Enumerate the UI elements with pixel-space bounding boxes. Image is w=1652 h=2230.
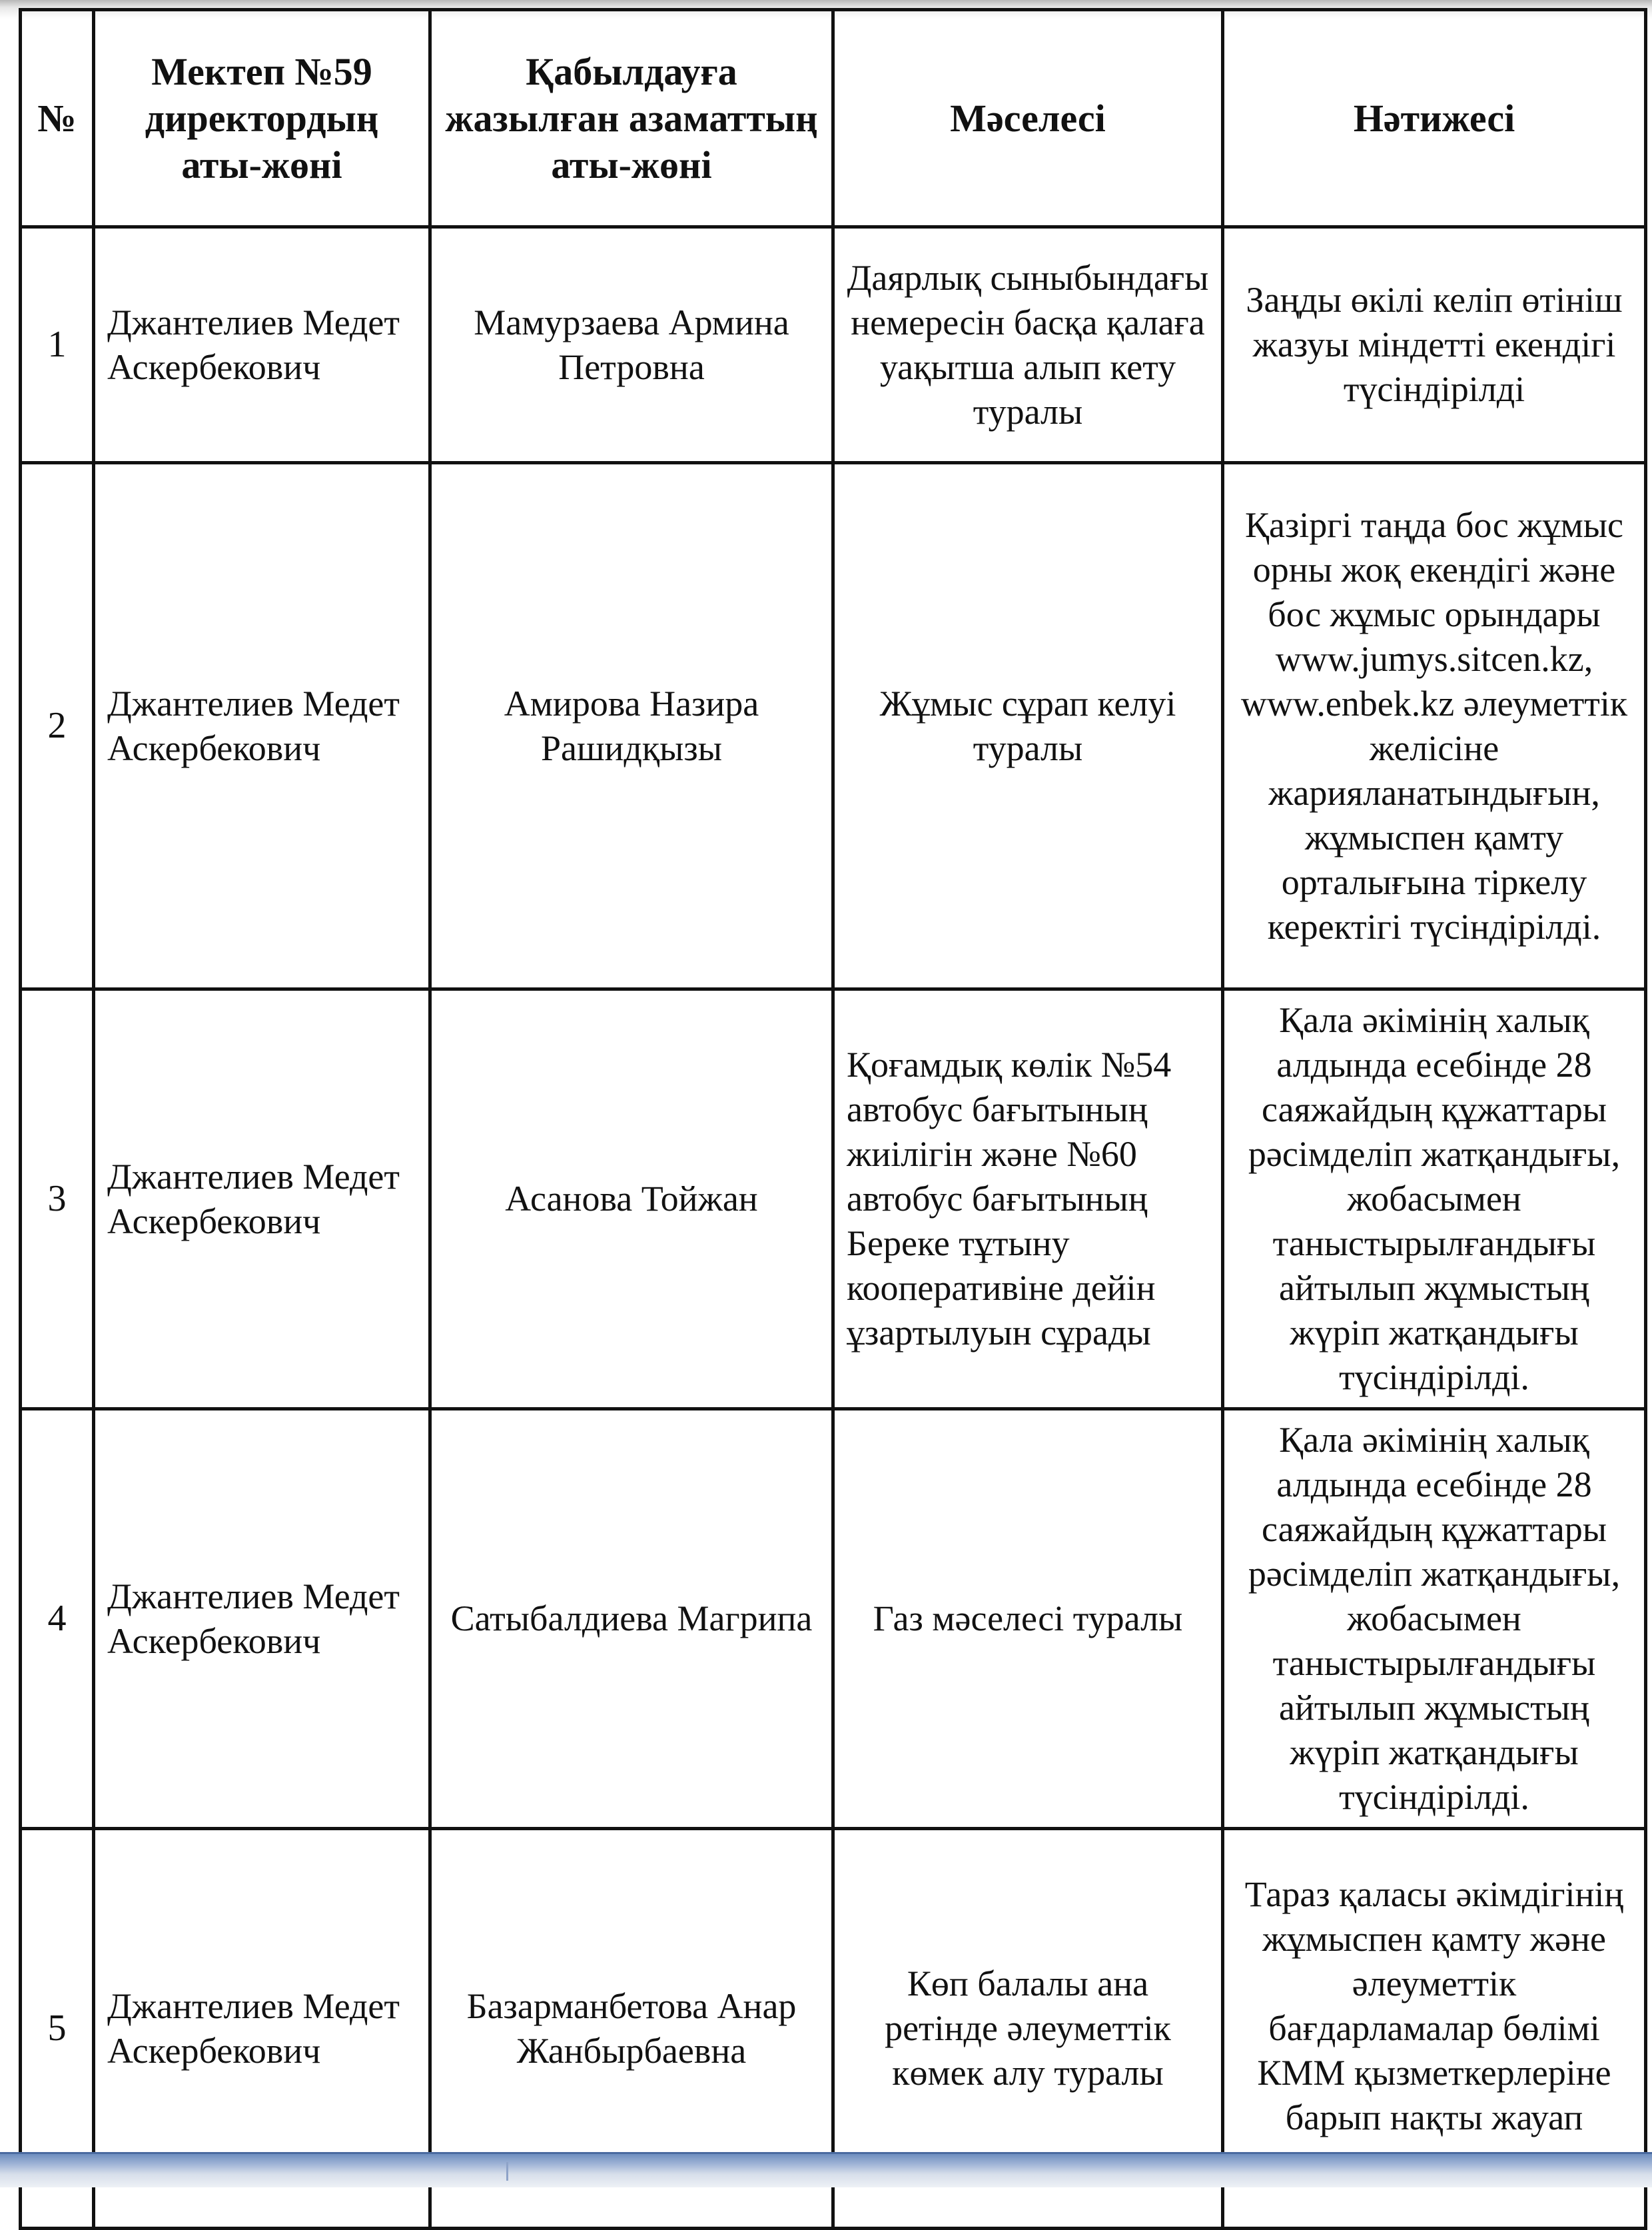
director-name: Джантелиев Медет Аскербекович bbox=[94, 1409, 430, 1829]
header-result: Нәтижесі bbox=[1223, 10, 1646, 227]
issue-text: Жұмыс сұрап келуі туралы bbox=[833, 463, 1223, 989]
citizen-name: Мамурзаева Армина Петровна bbox=[430, 227, 833, 463]
issue-text: Даярлық сыныбындағы немересін басқа қалаға уақытша алып кету туралы bbox=[833, 227, 1223, 463]
window-bottom-bar bbox=[0, 2152, 1652, 2187]
result-text: Заңды өкілі келіп өтініш жазуы міндетті екендігі түсіндірілді bbox=[1223, 227, 1646, 463]
table-row bbox=[21, 1409, 1646, 1829]
result-text: Қала әкімінің халық алдында есебінде 28 саяжайдың құжаттары рәсімделіп жатқандығы, жобасымен таныстырылғандығы айтылып жұмыстың жүріп жатқандығы түсіндірілді. bbox=[1223, 1409, 1646, 1829]
header-issue: Мәселесі bbox=[833, 10, 1223, 227]
director-name: Джантелиев Медет Аскербекович bbox=[94, 989, 430, 1409]
citizen-name: Сатыбалдиева Магрипа bbox=[430, 1409, 833, 1829]
row-number: 3 bbox=[21, 989, 94, 1409]
row-number: 4 bbox=[21, 1409, 94, 1829]
table-row bbox=[21, 989, 1646, 1409]
citizen-name: Базарманбетова Анар Жанбырбаевна bbox=[430, 1829, 833, 2229]
issue-text: Қоғамдық көлік №54 автобус бағытының жиілігін және №60 автобус бағытының Береке тұтыну кооперативіне дейін ұзартылуын сұрады bbox=[833, 989, 1223, 1409]
citizen-name: Амирова Назира Рашидқызы bbox=[430, 463, 833, 989]
header-number: № bbox=[21, 10, 94, 227]
table-row bbox=[21, 227, 1646, 463]
bottom-bar-divider bbox=[506, 2162, 508, 2181]
director-name: Джантелиев Медет Аскербекович bbox=[94, 1829, 430, 2229]
row-number: 1 bbox=[21, 227, 94, 463]
citizen-name: Асанова Тойжан bbox=[430, 989, 833, 1409]
table-row bbox=[21, 463, 1646, 989]
issue-text: Көп балалы ана ретінде әлеуметтік көмек алу туралы bbox=[833, 1829, 1223, 2229]
director-name: Джантелиев Медет Аскербекович bbox=[94, 227, 430, 463]
table-header-row bbox=[21, 10, 1646, 227]
row-number: 2 bbox=[21, 463, 94, 989]
result-text: Қазіргі таңда бос жұмыс орны жоқ екендігі және бос жұмыс орындары www.jumys.sitcen.kz, www.enbek.kz әлеуметтік желісіне жарияланатындығын, жұмыспен қамту орталығына тіркелу керектігі түсіндірілді. bbox=[1223, 463, 1646, 989]
result-text: Тараз қаласы әкімдігінің жұмыспен қамту және әлеуметтік бағдарламалар бөлімі КММ қызметкерлеріне барып нақты жауап bbox=[1223, 1829, 1646, 2229]
result-text: Қала әкімінің халық алдында есебінде 28 саяжайдың құжаттары рәсімделіп жатқандығы, жобасымен таныстырылғандығы айтылып жұмыстың жүріп жатқандығы түсіндірілді. bbox=[1223, 989, 1646, 1409]
row-number: 5 bbox=[21, 1829, 94, 2229]
issue-text: Газ мәселесі туралы bbox=[833, 1409, 1223, 1829]
header-citizen: Қабылдауға жазылған азаматтың аты-жөні bbox=[430, 10, 833, 227]
director-name: Джантелиев Медет Аскербекович bbox=[94, 463, 430, 989]
reception-table bbox=[19, 8, 1647, 2230]
header-director: Мектеп №59 директордың аты-жөні bbox=[94, 10, 430, 227]
